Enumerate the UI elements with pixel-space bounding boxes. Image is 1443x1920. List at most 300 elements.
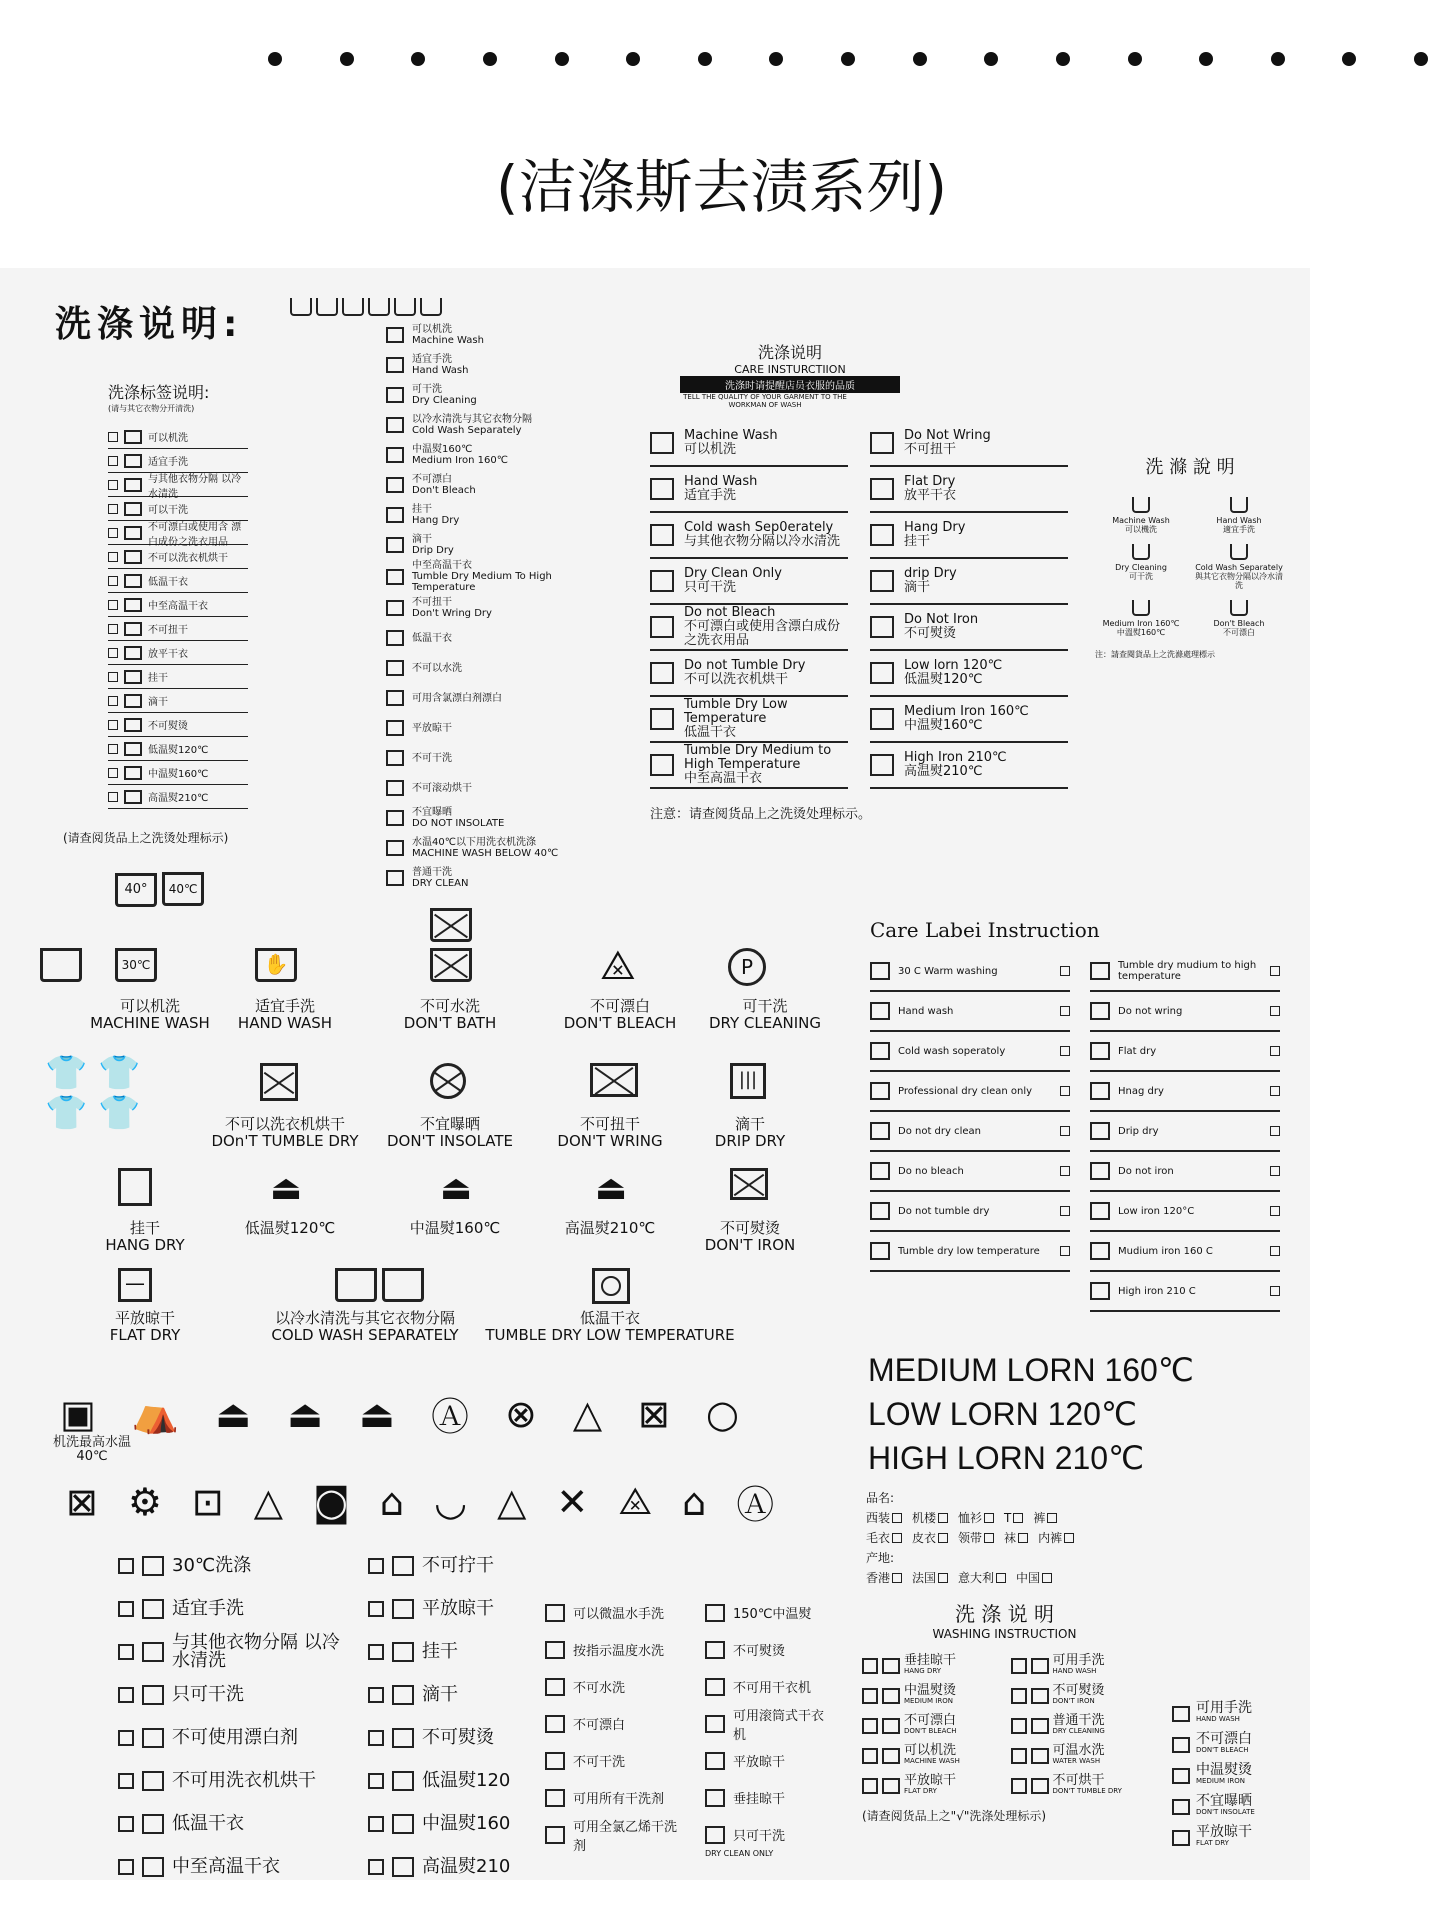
symbol-row-text: 150℃中温熨 (733, 1607, 812, 1622)
iron-low-icon: ⏏ (270, 1168, 303, 1208)
checkbox[interactable] (938, 1573, 948, 1583)
panel-b-item (386, 530, 570, 560)
instruction-cn: 不可熨烫 (1052, 1683, 1105, 1698)
care-symbol-icon (1172, 1768, 1190, 1784)
panel-i (862, 1598, 1147, 1824)
checkbox[interactable] (108, 432, 118, 442)
checkbox[interactable] (108, 744, 118, 754)
checkbox[interactable] (1060, 1086, 1070, 1096)
panel-b-text (412, 693, 502, 704)
label-row (108, 761, 248, 785)
care-row-text: Do not tumble dry (898, 1205, 990, 1217)
form-option (1038, 1528, 1074, 1548)
checkbox[interactable] (862, 1778, 878, 1794)
wash-hand-icon (368, 298, 390, 316)
form-option (958, 1508, 994, 1528)
care-symbol-icon (1031, 1718, 1049, 1734)
checkbox[interactable] (108, 600, 118, 610)
panel-b-item (386, 440, 570, 470)
checkbox[interactable] (108, 576, 118, 586)
instruction-text (904, 751, 1007, 779)
dot (340, 52, 354, 66)
care-symbol-icon (386, 387, 404, 403)
checkbox[interactable] (892, 1573, 902, 1583)
checkbox[interactable] (862, 1718, 878, 1734)
iron-high-icon: ⏏ (595, 1168, 628, 1208)
panel-c-tell: TELL THE QUALITY OF YOUR GARMENT TO THE WORKMAN OF WASH (683, 393, 847, 409)
instruction-en: DRY CLEANING (1052, 1727, 1105, 1735)
instruction-row (1011, 1741, 1148, 1771)
checkbox[interactable] (108, 504, 118, 514)
checkbox[interactable] (1270, 1046, 1280, 1056)
label-row-text: 中温熨160℃ (148, 769, 209, 780)
checkbox[interactable] (118, 1687, 134, 1703)
instruction-en: High Iron 210℃ (904, 750, 1007, 765)
instruction-en: Dry Clean Only (684, 566, 782, 581)
care-row (870, 1072, 1070, 1112)
item-en: HAND WASH (1196, 1714, 1240, 1723)
checkbox[interactable] (1270, 1166, 1280, 1176)
checkbox[interactable] (1060, 1046, 1070, 1056)
panel-d-item (1193, 497, 1285, 534)
wash-row (368, 1673, 558, 1716)
panel-b-item (386, 623, 570, 653)
cap-en: DRIP DRY (714, 1132, 786, 1150)
cap-cn: 挂干 (129, 1219, 160, 1237)
care-symbol-icon (650, 478, 674, 500)
drip-dry-icon: ||| (730, 1063, 766, 1099)
checkbox[interactable] (108, 528, 118, 538)
form-option-label: 内裤 (1038, 1531, 1063, 1545)
panel-d-grid (1095, 497, 1285, 637)
instruction-cn: 垂挂晾干 (904, 1653, 957, 1668)
cap-cn: 不可以洗衣机烘干 (224, 1115, 345, 1133)
label-row-text: 可以机洗 (148, 433, 188, 444)
care-symbol-icon (1090, 1122, 1110, 1140)
instruction-cn: 中温熨160℃ (904, 718, 983, 733)
panel-a-list (108, 425, 248, 809)
wash-a-icon: Ⓐ (736, 1483, 775, 1527)
label-row (108, 689, 248, 713)
checkbox[interactable] (108, 456, 118, 466)
care-symbol-icon (705, 1752, 725, 1770)
form-option-label: 恤衫 (958, 1511, 983, 1525)
label-row-text: 不可漂白或使用含 漂白成份之洗衣用品 (148, 521, 242, 548)
panel-j-text (1196, 1823, 1252, 1849)
form-row-2 (866, 1528, 1074, 1548)
wash-40-icon: 40° (115, 873, 157, 907)
care-symbol-icon (1090, 1082, 1110, 1100)
wash-row (368, 1544, 558, 1587)
care-symbol-icon (870, 754, 894, 776)
instruction-en: DON'T BLEACH (904, 1727, 957, 1735)
checkbox[interactable] (108, 624, 118, 634)
form-row-3 (866, 1568, 1074, 1588)
no-iron-icon (730, 1168, 768, 1204)
form-option-label: 法国 (912, 1571, 937, 1585)
care-symbol-icon (386, 537, 404, 553)
cap-dont-bleach (550, 998, 690, 1032)
instruction-text (904, 567, 957, 595)
instruction-cn: 中温熨烫 (904, 1683, 957, 1698)
cap-iron-low: 低温熨120℃ (244, 1219, 336, 1237)
checkbox[interactable] (368, 1558, 384, 1574)
checkbox[interactable] (368, 1644, 384, 1660)
no-tumble-icon (260, 1063, 298, 1105)
label-row (108, 593, 248, 617)
form-row-1 (866, 1508, 1074, 1528)
care-symbol-icon (882, 1688, 900, 1704)
instruction-cn: 可以机洗 (684, 442, 737, 457)
panel-b-item (386, 500, 570, 530)
checkbox[interactable] (892, 1513, 902, 1523)
instruction-row (862, 1741, 999, 1771)
panel-d-item (1095, 544, 1187, 590)
instruction-row (870, 559, 1068, 605)
checkbox[interactable] (984, 1533, 994, 1543)
item-en: Machine Wash (412, 335, 484, 346)
checkbox[interactable] (1060, 1206, 1070, 1216)
care-symbol-icon (124, 694, 142, 708)
care-symbol-icon (1090, 1242, 1110, 1260)
checkbox[interactable] (108, 768, 118, 778)
checkbox[interactable] (1060, 966, 1070, 976)
wash-40c-icon: 40℃ (162, 872, 204, 906)
instruction-row (650, 743, 848, 789)
checkbox[interactable] (108, 480, 118, 490)
care-symbol-icon (870, 1042, 890, 1060)
care-symbol-icon (870, 478, 894, 500)
instruction-text (684, 606, 848, 648)
panel-c-left (650, 421, 848, 789)
instruction-text (904, 613, 978, 641)
checkbox[interactable] (108, 672, 118, 682)
care-symbol-icon (1031, 1688, 1049, 1704)
dot (1342, 52, 1356, 66)
care-symbol-icon (870, 1002, 890, 1020)
instruction-en: HAND WASH (1052, 1667, 1097, 1675)
care-symbol-icon (545, 1641, 565, 1659)
iron-temp-lines (868, 1348, 1194, 1480)
instruction-row (870, 513, 1068, 559)
checkbox[interactable] (368, 1687, 384, 1703)
care-symbol-icon (386, 447, 404, 463)
checkbox[interactable] (368, 1773, 384, 1789)
cap-cn: 不可水洗 (419, 997, 480, 1015)
instruction-text (904, 521, 965, 549)
checkbox[interactable] (108, 720, 118, 730)
item-cn: 與其它衣物分隔以冷水清洗 (1195, 572, 1283, 590)
symbol-row (545, 1668, 685, 1705)
care-symbol-icon (650, 524, 674, 546)
cap-en: DON'T BATH (403, 1014, 497, 1032)
wash-row (118, 1587, 348, 1630)
care-symbol-icon (142, 1685, 164, 1705)
panel-b-text (412, 354, 468, 376)
symbol-row (545, 1594, 685, 1631)
care-symbol-icon (386, 840, 404, 856)
symbol-row-text: 不可漂白 (573, 1718, 626, 1733)
symbol-row (705, 1594, 835, 1631)
checkbox[interactable] (1060, 1006, 1070, 1016)
instruction-text (1053, 1685, 1105, 1707)
care-symbol-icon (650, 708, 674, 730)
label-row (108, 521, 248, 548)
checkbox[interactable] (118, 1558, 134, 1574)
checkbox[interactable] (118, 1601, 134, 1617)
form-option-label: T (1004, 1511, 1012, 1525)
cap-dry-cleaning (690, 998, 840, 1032)
checkbox[interactable] (1270, 1086, 1280, 1096)
checkbox[interactable] (938, 1513, 948, 1523)
cap-cn: 可以机洗 (119, 997, 180, 1015)
checkbox[interactable] (1060, 1166, 1070, 1176)
wash-row (368, 1716, 558, 1759)
item-cn: 可用含氯漂白剂漂白 (412, 692, 502, 704)
checkbox[interactable] (1270, 1246, 1280, 1256)
panel-b-item (386, 593, 570, 623)
checkbox[interactable] (1270, 1126, 1280, 1136)
item-cn: 不可扭干 (412, 597, 452, 608)
cold-wash-icon (335, 1268, 424, 1306)
panel-j-text (1196, 1730, 1252, 1756)
care-symbol-icon (870, 1122, 890, 1140)
label-row (108, 737, 248, 761)
form-option-label: 香港 (866, 1571, 891, 1585)
checkbox[interactable] (1270, 1206, 1280, 1216)
instruction-text (684, 429, 778, 457)
panel-b-text (412, 663, 462, 674)
checkbox[interactable] (368, 1601, 384, 1617)
checkbox[interactable] (1042, 1573, 1052, 1583)
product-form (866, 1488, 1074, 1588)
wash-row-text: 挂干 (422, 1640, 458, 1662)
care-symbol-icon (882, 1748, 900, 1764)
instruction-cn: 只可干洗 (684, 580, 737, 595)
cap-en: DON'T WRING (557, 1132, 663, 1150)
instruction-cn: 低温干衣 (684, 725, 737, 740)
care-row-text: Do not iron (1118, 1165, 1174, 1177)
care-symbol-icon (386, 600, 404, 616)
item-en: Drip Dry (412, 545, 454, 556)
checkbox[interactable] (118, 1730, 134, 1746)
care-row-text: Low iron 120°C (1118, 1205, 1195, 1217)
instruction-text (684, 475, 757, 503)
bleach-cl-icon: △ (253, 1479, 283, 1524)
care-symbol-icon (870, 1202, 890, 1220)
care-symbol-icon (386, 569, 404, 585)
checkbox[interactable] (118, 1773, 134, 1789)
instruction-cn: 中至高温干衣 (684, 771, 763, 786)
checkbox[interactable] (1047, 1513, 1057, 1523)
care-row (1090, 1072, 1280, 1112)
wash-row (118, 1544, 348, 1587)
care-row-text: High iron 210 C (1118, 1285, 1196, 1297)
checkbox[interactable] (1011, 1688, 1027, 1704)
no-bath-icon (430, 948, 472, 986)
panel-c-note: 注意：请查阅货品上之洗烫处理标示。 (650, 807, 872, 822)
checkbox[interactable] (1060, 1126, 1070, 1136)
form-option (958, 1528, 994, 1548)
care-symbol-icon (650, 616, 674, 638)
checkbox[interactable] (108, 648, 118, 658)
checkbox[interactable] (1270, 1006, 1280, 1016)
item-cn: 中溫熨160℃ (1116, 628, 1166, 637)
instruction-en: Tumble Dry Low Temperature (684, 697, 788, 726)
care-symbol-icon (1132, 497, 1150, 513)
checkbox[interactable] (368, 1859, 384, 1875)
tent-icon: ⛺ (131, 1391, 180, 1435)
high-lorn-line: HIGH LORN 210℃ (868, 1440, 1145, 1476)
panel-j-text (1196, 1792, 1255, 1818)
checkbox[interactable] (862, 1688, 878, 1704)
checkbox[interactable] (1270, 966, 1280, 976)
checkbox[interactable] (118, 1859, 134, 1875)
symbol-row (705, 1779, 835, 1816)
checkbox[interactable] (892, 1533, 902, 1543)
care-symbol-icon (1172, 1830, 1190, 1846)
care-label-sheet (0, 268, 1310, 1880)
care-symbol-icon (1172, 1706, 1190, 1722)
instruction-text (684, 521, 840, 549)
checkbox[interactable] (1060, 1246, 1070, 1256)
care-symbol-icon (545, 1678, 565, 1696)
checkbox[interactable] (1270, 1286, 1280, 1296)
cap-dont-tumble (200, 1116, 370, 1150)
panel-e (40, 868, 840, 1388)
form-option (866, 1528, 902, 1548)
panel-b-item (386, 380, 570, 410)
instruction-text (684, 744, 848, 786)
label-row (108, 569, 248, 593)
panel-i-left (862, 1651, 999, 1801)
care-row-text: 30 C Warm washing (898, 965, 998, 977)
item-en: Hang Dry (412, 515, 460, 526)
instruction-cn: 放平干衣 (904, 488, 957, 503)
wash-tub-icon (290, 298, 312, 316)
care-symbol-icon (386, 507, 404, 523)
checkbox[interactable] (996, 1573, 1006, 1583)
instruction-en: HANG DRY (904, 1667, 942, 1675)
item-en: Hand Wash (1216, 516, 1262, 525)
instruction-en: FLAT DRY (904, 1787, 937, 1795)
cap-tumble-low (480, 1310, 740, 1344)
checkbox[interactable] (1013, 1513, 1023, 1523)
checkbox[interactable] (1011, 1748, 1027, 1764)
form-option-label: 机楼 (912, 1511, 937, 1525)
care-row (1090, 1232, 1280, 1272)
cap-machine-wash (80, 998, 220, 1032)
dot (698, 52, 712, 66)
care-symbol-icon (1132, 600, 1150, 616)
checkbox[interactable] (862, 1748, 878, 1764)
item-cn: 适宜手洗 (412, 354, 452, 365)
checkbox[interactable] (938, 1533, 948, 1543)
checkbox[interactable] (1018, 1533, 1028, 1543)
panel-b-text (412, 504, 459, 526)
checkbox[interactable] (368, 1816, 384, 1832)
panel-d-title: 洗 滌 說 明 (1145, 457, 1235, 478)
label-subnote: (请与其它衣物分开清洗) (108, 404, 195, 413)
tumble-low-icon (592, 1268, 630, 1308)
care-row (870, 1192, 1070, 1232)
instruction-en: Do Not Iron (904, 612, 979, 627)
checkbox[interactable] (368, 1730, 384, 1746)
checkbox[interactable] (1011, 1778, 1027, 1794)
cap-dont-bath (385, 998, 515, 1032)
panel-b-item (386, 773, 570, 803)
care-symbol-icon (1031, 1658, 1049, 1674)
item-cn: 不可滚动烘干 (412, 782, 472, 794)
tub-icon: ◡ (434, 1479, 468, 1524)
panel-d-item (1095, 600, 1187, 637)
item-en: Machine Wash (1112, 516, 1170, 525)
form-option-label: 中国 (1016, 1571, 1041, 1585)
cap-iron-medium: 中温熨160℃ (409, 1219, 501, 1237)
care-symbol-icon (386, 630, 404, 646)
care-row (1090, 1152, 1280, 1192)
wash-row-text: 低温熨120 (422, 1769, 511, 1791)
dot (841, 52, 855, 66)
cap-en: COLD WASH SEPARATELY (271, 1326, 459, 1344)
checkbox[interactable] (1064, 1533, 1074, 1543)
panel-c (650, 340, 1090, 822)
care-symbol-icon (386, 810, 404, 826)
instruction-text (904, 1685, 956, 1707)
instruction-row (870, 605, 1068, 651)
hand-wash-icon: ✋ (255, 948, 297, 982)
instruction-cn: 不可扭干 (904, 442, 957, 457)
item-cn: 平放晾干 (1196, 1823, 1252, 1840)
cap-cn: 不可熨烫 (719, 1219, 780, 1237)
wash-instructions-heading: 洗涤说明: (55, 304, 244, 345)
checkbox[interactable] (108, 792, 118, 802)
care-symbol-icon (1172, 1737, 1190, 1753)
dot (769, 52, 783, 66)
wash-row (118, 1845, 348, 1880)
symbol-row-text: 不可干洗 (573, 1755, 626, 1770)
dot (913, 52, 927, 66)
checkbox[interactable] (984, 1513, 994, 1523)
cap-drip-dry (690, 1116, 810, 1150)
checkbox[interactable] (862, 1658, 878, 1674)
checkbox[interactable] (118, 1644, 134, 1660)
care-symbol-icon (870, 962, 890, 980)
item-cn: 中温熨烫 (1196, 1761, 1252, 1778)
instruction-text (684, 698, 848, 740)
symbol-row (705, 1705, 835, 1742)
care-symbol-icon (870, 432, 894, 454)
care-row (1090, 952, 1280, 992)
checkbox[interactable] (1011, 1718, 1027, 1734)
instruction-en: Cold wash Sep0erately (684, 520, 834, 535)
checkbox[interactable] (118, 1816, 134, 1832)
checkbox[interactable] (108, 696, 118, 706)
care-symbol-icon (124, 550, 142, 564)
form-option (958, 1568, 1006, 1588)
instruction-row (1011, 1771, 1148, 1801)
checkbox[interactable] (108, 552, 118, 562)
panel-c-title-cn: 洗涤说明 (757, 343, 822, 362)
checkbox[interactable] (1011, 1658, 1027, 1674)
panel-b-text (412, 783, 472, 794)
care-symbol-icon (124, 790, 142, 804)
wash-row-text: 中温熨160 (422, 1812, 511, 1834)
instruction-en: WATER WASH (1052, 1757, 1101, 1765)
symbol-row (705, 1742, 835, 1779)
item-cn: 水温40℃以下用洗衣机洗涤 (412, 837, 536, 848)
label-row (108, 617, 248, 641)
